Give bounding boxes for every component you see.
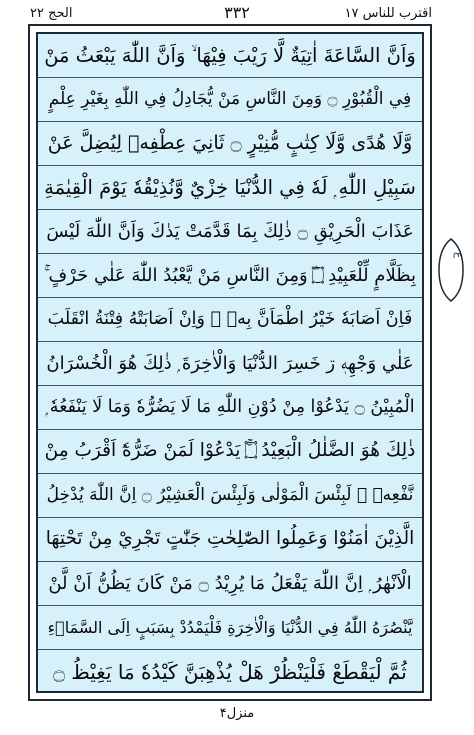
verse-line: الَّذِيْنَ اٰمَنُوْا وَعَمِلُوا الصّٰلِحٰتِ جَنّٰتٍ تَجْرِيْ مِنْ تَحْتِهَا bbox=[38, 518, 422, 562]
verse-line: بِظَلَّامٍ لِّلْعَبِيْدِ ۝ۧ وَمِنَ النَّاسِ مَنْ يَّعْبُدُ اللّٰهَ عَلٰي حَرْفٍ ۚ bbox=[38, 254, 422, 298]
verse-line: عَذَابَ الْحَرِيْقِ ۝ ذٰلِكَ بِمَا قَدَّمَتْ يَدٰكَ وَاَنَّ اللّٰهَ لَيْسَ bbox=[38, 210, 422, 254]
verse-line: سَبِيْلِ اللّٰهِ ۭ لَهٗ فِي الدُّنْيَا خِزْيٌ وَّنُذِيْقُهٗ يَوْمَ الْقِيٰمَةِ bbox=[38, 166, 422, 210]
ruku-marker-label: ع bbox=[453, 252, 464, 258]
verse-line: الْمُبِيْنُ ۝ يَدْعُوْا مِنْ دُوْنِ اللّٰهِ مَا لَا يَضُرُّهٗ وَمَا لَا يَنْفَعُهٗ ۭ bbox=[38, 386, 422, 430]
verse-line: وَّلَا هُدًى وَّلَا كِتٰبٍ مُّنِيْرٍ ۝ ثَانِيَ عِطْفِهٖ لِيُضِلَّ عَنْ bbox=[38, 122, 422, 166]
verse-line: عَلٰي وَجْهِهٖ ڗ خَسِرَ الدُّنْيَا وَالْاٰخِرَةَ ۭ ذٰلِكَ هُوَ الْخُسْرَانُ bbox=[38, 342, 422, 386]
page-number: ٣٣٢ bbox=[224, 3, 250, 22]
verse-line: فَاِنْ اَصَابَهٗ خَيْرُ اطْمَاَنَّ بِهٖ ۚ وَاِنْ اَصَابَتْهُ فِتْنَةُ انْقَلَبَ bbox=[38, 298, 422, 342]
ruku-marker-icon bbox=[438, 238, 464, 302]
verse-line: فِي الْقُبُوْرِ ۝ وَمِنَ النَّاسِ مَنْ يُّجَادِلُ فِي اللّٰهِ بِغَيْرِ عِلْمٍ bbox=[38, 78, 422, 122]
verse-line: ثُمَّ لْيَقْطَعْ فَلْيَنْظُرْ هَلْ يُذْهِبَنَّ كَيْدُهٗ مَا يَغِيْظُ ۝ bbox=[53, 660, 407, 684]
header-surah-name: الحج ٢٢ bbox=[30, 6, 73, 21]
manzil-footer: منزل۴ bbox=[219, 706, 255, 721]
verse-line: يَّنْصُرَهُ اللّٰهُ فِي الدُّنْيَا وَالْاٰخِرَةِ فَلْيَمْدُدْ بِسَبَبٍ اِلَى السَّمَاۗءِ bbox=[38, 606, 422, 650]
verse-line: وَاَنَّ السَّاعَةَ اٰتِيَةٌ لَّا رَيْبَ فِيْهَا ۙ وَاَنَّ اللّٰهَ يَبْعَثُ مَنْ bbox=[38, 34, 422, 78]
header-juz-name: اقترب للناس ١٧ bbox=[344, 6, 432, 21]
verse-line: نَّفْعِهٖ ۭ لَبِئْسَ الْمَوْلٰى وَلَبِئْسَ الْعَشِيْرُ ۝ اِنَّ اللّٰهَ يُدْخِلُ bbox=[38, 474, 422, 518]
verse-line: الْاَنْهٰرُ ۭ اِنَّ اللّٰهَ يَفْعَلُ مَا يُرِيْدُ ۝ مَنْ كَانَ يَظُنُّ اَنْ لَّنْ bbox=[38, 562, 422, 606]
verse-line: ذٰلِكَ هُوَ الضَّلٰلُ الْبَعِيْدُ ۝ۚ يَدْعُوْا لَمَنْ ضَرُّهٗٓ اَقْرَبُ مِنْ bbox=[38, 430, 422, 474]
